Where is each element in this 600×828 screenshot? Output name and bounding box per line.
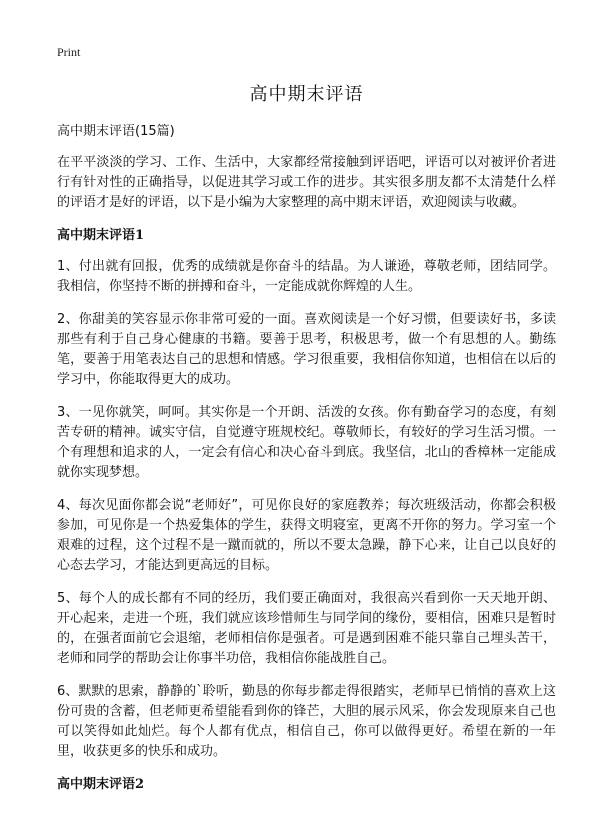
comment-item-6: 6、默默的思索，静静的`聆听，勤恳的你每步都走得很踏实，老师早已悄悄的喜欢上这份可贵的含蓄，但老师更希望能看到你的锋芒，大胆的展示风采，你会发现原来自己也可以笑得如此灿烂。每个人都有优点，相信自己，你可以做得更好。希望在新的一年里，收获更多的快乐和成功。 (57, 684, 556, 759)
comment-item-3: 3、一见你就笑，呵呵。其实你是一个开朗、活泼的女孩。你有勤奋学习的态度，有刻苦专研的精神。诚实守信，自觉遵守班规校纪。尊敬师长，有较好的学习生活习惯。一个有理想和追求的人，一定会有信心和决心奋斗到底。我坚信，北山的香樟林一定能成就你实现梦想。 (57, 405, 556, 480)
document-subtitle: 高中期末评语(15篇) (57, 124, 175, 139)
comment-item-2: 2、你甜美的笑容显示你非常可爱的一面。喜欢阅读是一个好习惯，但要读好书，多读那些有利于自己身心健康的书籍。要善于思考，积极思考，做一个有思想的人。勤练笔，要善于用笔表达自己的思想和情感。学习很重要，我相信你知道，也相信在以后的学习中，你能取得更大的成功。 (57, 312, 556, 387)
page-title: 高中期末评语 (249, 84, 364, 105)
intro-paragraph: 在平平淡淡的学习、工作、生活中，大家都经常接触到评语吧，评语可以对被评价者进行有针对性的正确指导，以促进其学习或工作的进步。其实很多朋友都不太清楚什么样的评语才是好的评语，以下是小编为大家整理的高中期末评语，欢迎阅读与收藏。 (57, 155, 556, 210)
comment-item-5: 5、每个人的成长都有不同的经历，我们要正确面对，我很高兴看到你一天天地开朗、开心起来，走进一个班，我们就应该珍惜师生与同学间的缘份，要相信，困难只是暂时的，在强者面前它会退缩，老师相信你是强者。可是遇到困难不能只靠自己埋头苦干，老师和同学的帮助会让你事半功倍，我相信你能战胜自己。 (57, 591, 556, 666)
print-link[interactable]: Print (57, 45, 81, 59)
comment-item-1: 1、付出就有回报，优秀的成绩就是你奋斗的结晶。为人谦逊，尊敬老师，团结同学。我相信，你坚持不断的拼搏和奋斗，一定能成就你辉煌的人生。 (57, 259, 556, 294)
section-heading-2: 高中期末评语2 (57, 777, 145, 792)
comment-item-4: 4、每次见面你都会说“老师好”，可见你良好的家庭教养；每次班级活动，你都会积极参加，可见你是一个热爱集体的学生，获得文明寝室，更离不开你的努力。学习室一个艰难的过程，这个过程不是一蹴而就的，所以不要太急躁，静下心来，让自己以良好的心态去学习，才能达到更高远的目标。 (57, 498, 556, 573)
section-heading-1: 高中期末评语1 (57, 228, 145, 243)
